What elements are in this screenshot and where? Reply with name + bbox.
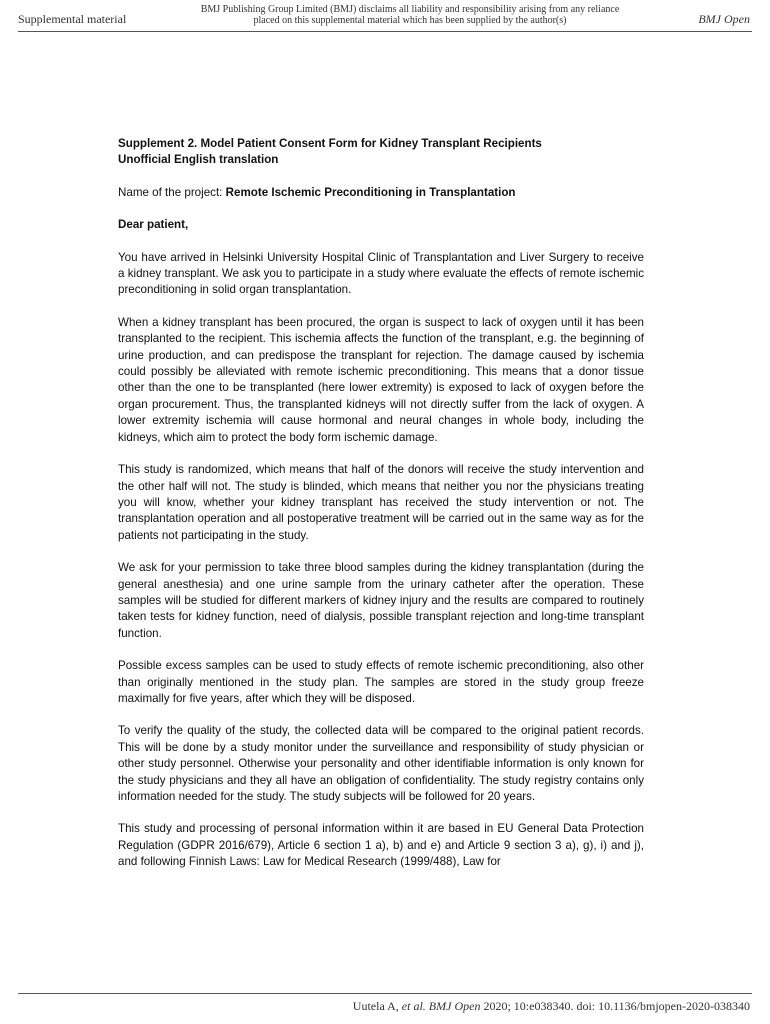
footer-citation xyxy=(353,999,750,1014)
greeting: Dear patient, xyxy=(118,218,189,232)
header-divider xyxy=(18,31,752,32)
project-line xyxy=(118,185,644,201)
document-body xyxy=(118,136,644,887)
footer-divider xyxy=(18,993,752,994)
document-title: Supplement 2. Model Patient Consent Form for Kidney Transplant Recipients xyxy=(118,137,542,150)
paragraph-6: To verify the quality of the study, the collected data will be compared to the original patient records. This will be done by a study monitor under the surveillance and responsibility of study physician or other study personnel. Otherwise your personality and other identifiable information is only known for the study physicians and they all have an obligation of confidentiality. The study registry contains only information needed for the study. The study subjects will be followed for 20 years. xyxy=(118,724,644,803)
header-disclaimer-line2: placed on this supplemental material which has been supplied by the author(s) xyxy=(253,15,567,26)
footer-journal: BMJ Open xyxy=(425,999,481,1013)
header-disclaimer xyxy=(180,4,640,26)
paragraph-1: You have arrived in Helsinki University Hospital Clinic of Transplantation and Liver Surgery to receive a kidney transplant. We ask you to participate in a study where evaluate the effects of remote ischemic preconditioning in solid organ transplantation. xyxy=(118,250,644,297)
header-left-label: Supplemental material xyxy=(18,12,127,26)
paragraph-5: Possible excess samples can be used to study effects of remote ischemic preconditioning, also other than originally mentioned in the study plan. The samples are stored in the study group freeze maximally for five years, after which they will be disposed. xyxy=(118,659,644,705)
header-disclaimer-line1: BMJ Publishing Group Limited (BMJ) disclaims all liability and responsibility arising from any reliance xyxy=(200,4,620,15)
paragraph-2: When a kidney transplant has been procured, the organ is suspect to lack of oxygen until it has been transplanted to the recipient. This ischemia affects the function of the transplant, e.g. the beginning of urine production, and can predispose the transplant for rejection. The damage caused by ischemia could possibly be alleviated with remote ischemic preconditioning. This means that a donor tissue other than the one to be transplanted (here lower extremity) is exposed to lack of oxygen before the organ procurement. Thus, the transplanted kidneys will not directly suffer from the lack of oxygen. A lower extremity ischemia will cause hormonal and neural changes in whole body, including the kidneys, which aim to protect the body form ischemic damage. xyxy=(118,315,644,444)
header-journal-name: BMJ Open xyxy=(698,12,750,26)
paragraph-3: This study is randomized, which means that half of the donors will receive the study intervention and the other half will not. The study is blinded, which means that neither you nor the physicians treating you will know, whether your kidney transplant has received the study intervention or not. The transplantation operation and all postoperative treatment will be carried out in the same way as for the patients not participating in the study. xyxy=(118,463,644,542)
footer-etal: et al. xyxy=(401,999,426,1013)
project-name: Remote Ischemic Preconditioning in Transplantation xyxy=(225,185,516,199)
paragraph-4: We ask for your permission to take three blood samples during the kidney transplantation (during the general anesthesia) and one urine sample from the urinary catheter after the operation. These samples will be studied for different markers of kidney injury and the results are compared to routinely taken tests for kidney function, need of dialysis, possible transplant rejection and long-time transplant function. xyxy=(118,561,644,640)
document-subtitle: Unofficial English translation xyxy=(118,153,279,167)
footer-authors: Uutela A, xyxy=(352,999,402,1013)
project-label: Name of the project: xyxy=(118,185,226,199)
paragraph-7: This study and processing of personal information within it are based in EU General Data Protection Regulation (GDPR 2016/679), Article 6 section 1 a), b) and e) and Article 9 section 3 a), g), i) and j), and following Finnish Laws: Law for Medical Research (1999/488), Law for xyxy=(118,822,644,869)
footer-reference: 2020; 10:e038340. doi: 10.1136/bmjopen-2020-038340 xyxy=(480,999,750,1013)
